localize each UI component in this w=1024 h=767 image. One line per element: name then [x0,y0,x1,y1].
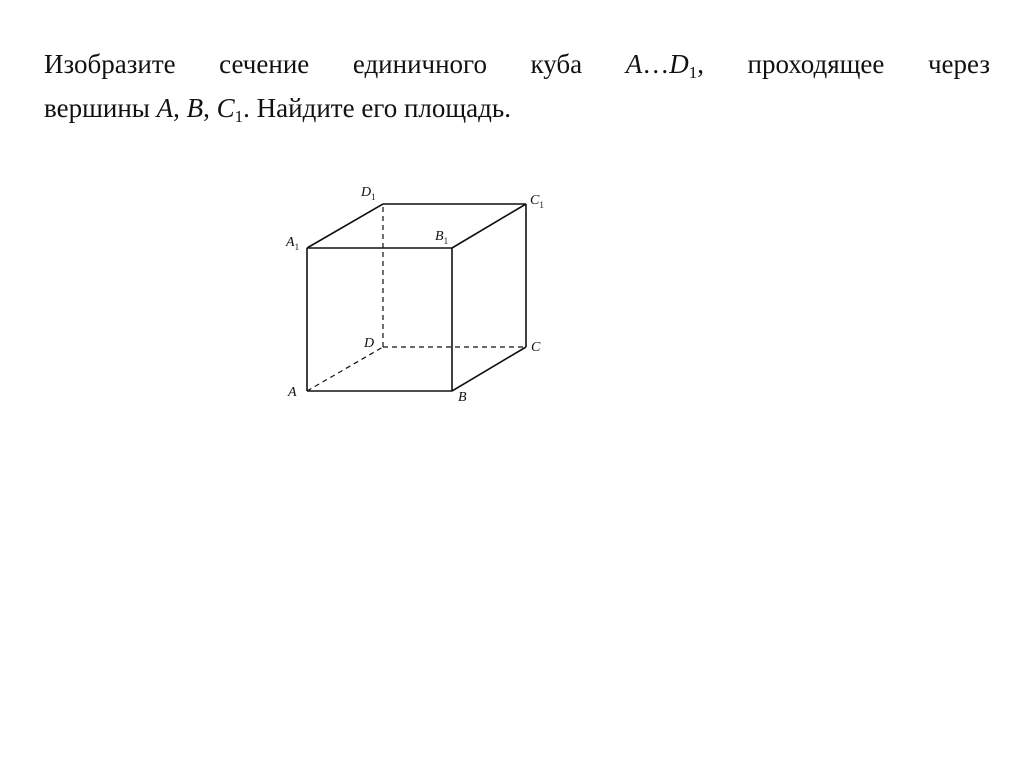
cube-name-d-sub: 1 [688,63,698,82]
problem-line-1 [44,42,990,86]
ellipsis: … [642,49,670,79]
problem-text-part3: вершины [44,93,157,123]
separator-2: , [203,93,217,123]
label-c: C [531,340,541,355]
problem-text-part4: . Найдите его площадь. [243,93,511,123]
edge-a-d [307,347,383,391]
label-a1: $A_1$ [286,235,300,252]
edge-b-c [452,347,526,391]
cube-diagram [280,170,560,410]
cube-edges [307,204,526,391]
edge-d1-a1 [307,204,383,248]
label-b1: $B_1$ [435,229,449,246]
problem-statement [44,42,990,130]
cube-name-d: D [669,49,689,79]
separator-1: , [173,93,187,123]
label-d: D [364,336,375,351]
vertex-name-1: A [156,93,174,123]
label-b: B [458,390,467,405]
label-d1: $D_1$ [361,185,376,202]
problem-text-part2: , проходящее через [697,49,990,79]
problem-text-part1: Изобразите сечение единичного куба [44,49,626,79]
cube-figure [280,170,560,410]
problem-line-2 [44,86,990,130]
label-c1: $C_1$ [530,193,544,210]
label-a: A [288,385,297,400]
vertex-name-3-sub: 1 [234,107,244,126]
edge-b1-c1 [452,204,526,248]
vertex-name-2: B [186,93,204,123]
hidden-edges [307,204,526,391]
vertex-name-3: C [216,93,235,123]
cube-name-a: A [625,49,643,79]
